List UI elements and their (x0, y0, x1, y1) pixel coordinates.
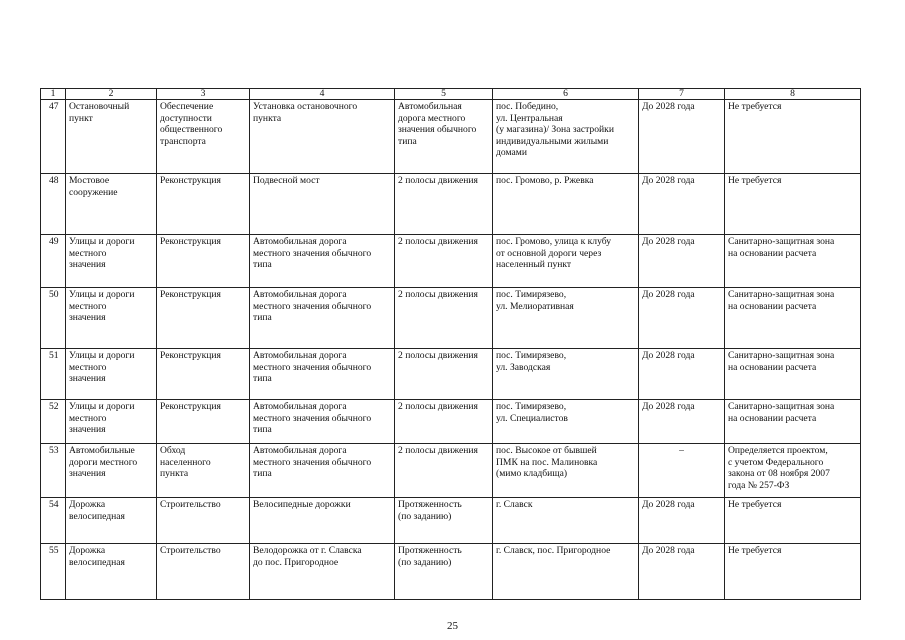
cell-zones: Санитарно-защитная зона на основании расчета (725, 349, 861, 400)
cell-object: Мостовое сооружение (66, 174, 157, 235)
table-row (41, 400, 861, 444)
cell-num: 49 (41, 235, 66, 288)
header-cell: 5 (395, 89, 493, 100)
cell-deadline: До 2028 года (639, 400, 725, 444)
cell-deadline: До 2028 года (639, 174, 725, 235)
table-row (41, 444, 861, 498)
header-cell: 2 (66, 89, 157, 100)
cell-characteristics: 2 полосы движения (395, 288, 493, 349)
cell-purpose: Реконструкция (157, 400, 250, 444)
cell-location: пос. Победино, ул. Центральная (у магазина)/ Зона застройки индивидуальными жилыми домами (493, 100, 639, 174)
cell-deadline: До 2028 года (639, 235, 725, 288)
header-cell: 4 (250, 89, 395, 100)
cell-purpose: Обход населенного пункта (157, 444, 250, 498)
cell-location: пос. Тимирязево, ул. Специалистов (493, 400, 639, 444)
cell-name: Автомобильная дорога местного значения обычного типа (250, 235, 395, 288)
table-row (41, 349, 861, 400)
cell-deadline: До 2028 года (639, 498, 725, 544)
cell-name: Подвесной мост (250, 174, 395, 235)
cell-characteristics: 2 полосы движения (395, 349, 493, 400)
cell-characteristics: Протяженность (по заданию) (395, 544, 493, 600)
cell-location: г. Славск, пос. Пригородное (493, 544, 639, 600)
cell-deadline: До 2028 года (639, 100, 725, 174)
cell-zones: Не требуется (725, 100, 861, 174)
table-row (41, 498, 861, 544)
table-body (41, 89, 861, 600)
cell-name: Автомобильная дорога местного значения обычного типа (250, 349, 395, 400)
table-row (41, 174, 861, 235)
cell-num: 52 (41, 400, 66, 444)
table-row (41, 100, 861, 174)
cell-location: пос. Тимирязево, ул. Заводская (493, 349, 639, 400)
header-cell: 1 (41, 89, 66, 100)
cell-zones: Санитарно-защитная зона на основании расчета (725, 235, 861, 288)
header-cell: 7 (639, 89, 725, 100)
cell-location: пос. Громово, улица к клубу от основной дороги через населенный пункт (493, 235, 639, 288)
cell-location: пос. Высокое от бывшей ПМК на пос. Малиновка (мимо кладбища) (493, 444, 639, 498)
cell-location: пос. Тимирязево, ул. Мелиоративная (493, 288, 639, 349)
cell-zones: Санитарно-защитная зона на основании расчета (725, 400, 861, 444)
cell-object: Улицы и дороги местного значения (66, 235, 157, 288)
cell-num: 48 (41, 174, 66, 235)
cell-object: Автомобильные дороги местного значения (66, 444, 157, 498)
cell-zones: Санитарно-защитная зона на основании расчета (725, 288, 861, 349)
cell-purpose: Строительство (157, 544, 250, 600)
cell-num: 47 (41, 100, 66, 174)
cell-name: Велодорожка от г. Славска до пос. Пригородное (250, 544, 395, 600)
cell-object: Остановочный пункт (66, 100, 157, 174)
cell-deadline: – (639, 444, 725, 498)
cell-num: 55 (41, 544, 66, 600)
cell-name: Велосипедные дорожки (250, 498, 395, 544)
cell-deadline: До 2028 года (639, 544, 725, 600)
cell-num: 51 (41, 349, 66, 400)
header-cell: 6 (493, 89, 639, 100)
cell-deadline: До 2028 года (639, 349, 725, 400)
cell-purpose: Реконструкция (157, 174, 250, 235)
header-cell: 8 (725, 89, 861, 100)
cell-purpose: Реконструкция (157, 349, 250, 400)
cell-characteristics: 2 полосы движения (395, 400, 493, 444)
cell-name: Установка остановочного пункта (250, 100, 395, 174)
cell-num: 53 (41, 444, 66, 498)
cell-name: Автомобильная дорога местного значения обычного типа (250, 288, 395, 349)
cell-num: 54 (41, 498, 66, 544)
table-row (41, 288, 861, 349)
cell-object: Дорожка велосипедная (66, 544, 157, 600)
header-cell: 3 (157, 89, 250, 100)
header-row (41, 89, 861, 100)
table-row (41, 235, 861, 288)
cell-zones: Определяется проектом, с учетом Федерального закона от 08 ноября 2007 года № 257-ФЗ (725, 444, 861, 498)
cell-object: Дорожка велосипедная (66, 498, 157, 544)
cell-object: Улицы и дороги местного значения (66, 349, 157, 400)
planning-table (40, 88, 861, 600)
cell-location: г. Славск (493, 498, 639, 544)
cell-characteristics: 2 полосы движения (395, 174, 493, 235)
cell-zones: Не требуется (725, 174, 861, 235)
cell-purpose: Реконструкция (157, 288, 250, 349)
cell-characteristics: 2 полосы движения (395, 444, 493, 498)
cell-num: 50 (41, 288, 66, 349)
cell-object: Улицы и дороги местного значения (66, 400, 157, 444)
cell-purpose: Строительство (157, 498, 250, 544)
cell-name: Автомобильная дорога местного значения обычного типа (250, 400, 395, 444)
cell-characteristics: 2 полосы движения (395, 235, 493, 288)
cell-name: Автомобильная дорога местного значения обычного типа (250, 444, 395, 498)
cell-characteristics: Автомобильная дорога местного значения обычного типа (395, 100, 493, 174)
cell-deadline: До 2028 года (639, 288, 725, 349)
cell-characteristics: Протяженность (по заданию) (395, 498, 493, 544)
cell-purpose: Реконструкция (157, 235, 250, 288)
cell-purpose: Обеспечение доступности общественного транспорта (157, 100, 250, 174)
table-row (41, 544, 861, 600)
page-number: 25 (447, 620, 458, 632)
cell-zones: Не требуется (725, 544, 861, 600)
cell-location: пос. Громово, р. Ржевка (493, 174, 639, 235)
cell-object: Улицы и дороги местного значения (66, 288, 157, 349)
cell-zones: Не требуется (725, 498, 861, 544)
